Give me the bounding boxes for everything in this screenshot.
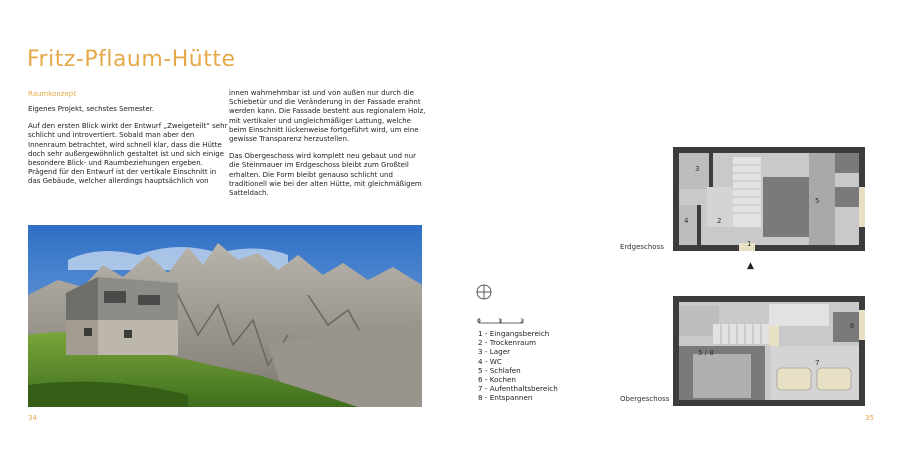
legend-item: 4 - WC <box>478 356 502 366</box>
room-legend <box>478 329 558 403</box>
paragraph: Das Obergeschoss wird komplett neu gebaut und nur die Steinmauer im Erdgeschoss bleibt zum Großteil erhalten. Die Form bleibt genauso schlicht und traditionell wie bei der alten Hütte, mit gleichmäßigem Satteldach. <box>229 152 422 198</box>
north-arrow-icon <box>475 283 493 305</box>
page-title: Fritz-Pflaum-Hütte <box>27 47 236 72</box>
legend-item: 7 - Aufenthaltsbereich <box>478 384 558 394</box>
legend-item: 2 - Trockenraum <box>478 338 537 348</box>
paragraph: Auf den ersten Blick wirkt der Entwurf „Zweigeteilt“ sehr schlicht und introvertiert. Sobald man aber den Innenraum betrachtet, wird schnell klar, dass die Hütte doch sehr außergewöhnlich gestaltet ist und sich einige besondere Blick- und Raumbeziehungen ergeben. <box>28 122 228 168</box>
room-6-label: 6 <box>850 322 855 330</box>
room-2-label: 2 <box>717 217 722 225</box>
section-label: Raumkonzept <box>28 90 76 98</box>
ground-floor-label: Erdgeschoss <box>620 243 664 251</box>
room-5-8-label: 5 / 8 <box>698 349 714 357</box>
scale-tick-2: 2 <box>520 318 524 325</box>
text-column-1 <box>28 105 228 195</box>
paragraph: Eigenes Projekt, sechstes Semester. <box>28 105 155 113</box>
entrance-arrow-icon: ▲ <box>747 261 754 271</box>
paragraph: Prägend für den Entwurf ist der vertikale Einschnitt in das Gebäude, welcher allerdings hauptsächlich von <box>28 168 217 186</box>
legend-item: 1 - Eingangsbereich <box>478 329 550 338</box>
room-7-label: 7 <box>815 359 820 367</box>
legend-item: 3 - Lager <box>478 347 511 357</box>
paragraph: innen wahrnehmbar ist und von außen nur durch die Schiebetür und die Veränderung in der Fassade erahnt werden kann. Die Fassade besteht aus regionalem Holz, mit vertikaler und ungleichmäßiger Lattung, welche beim Einschnitt lückenweise fortgeführt wird, um eine gewisse Transparenz herzustellen. <box>229 89 426 144</box>
legend-item: 5 - Schlafen <box>478 365 521 375</box>
room-4-label: 4 <box>684 217 689 225</box>
legend-item: 6 - Kochen <box>478 375 516 385</box>
room-5-label: 5 <box>815 197 820 205</box>
scale-tick-0: 0 <box>477 318 481 325</box>
room-3-label: 3 <box>695 165 700 173</box>
scale-tick-1: 1 <box>498 318 502 325</box>
upper-floor-label: Obergeschoss <box>620 395 670 403</box>
text-column-2 <box>229 89 427 206</box>
room-1-label: 1 <box>747 240 752 248</box>
ground-floor-plan <box>673 147 865 259</box>
page-number-left: 34 <box>28 414 37 422</box>
page-number-right: 35 <box>865 414 874 422</box>
hut-photo <box>28 225 422 407</box>
legend-item: 8 - Entspannen <box>478 393 533 403</box>
